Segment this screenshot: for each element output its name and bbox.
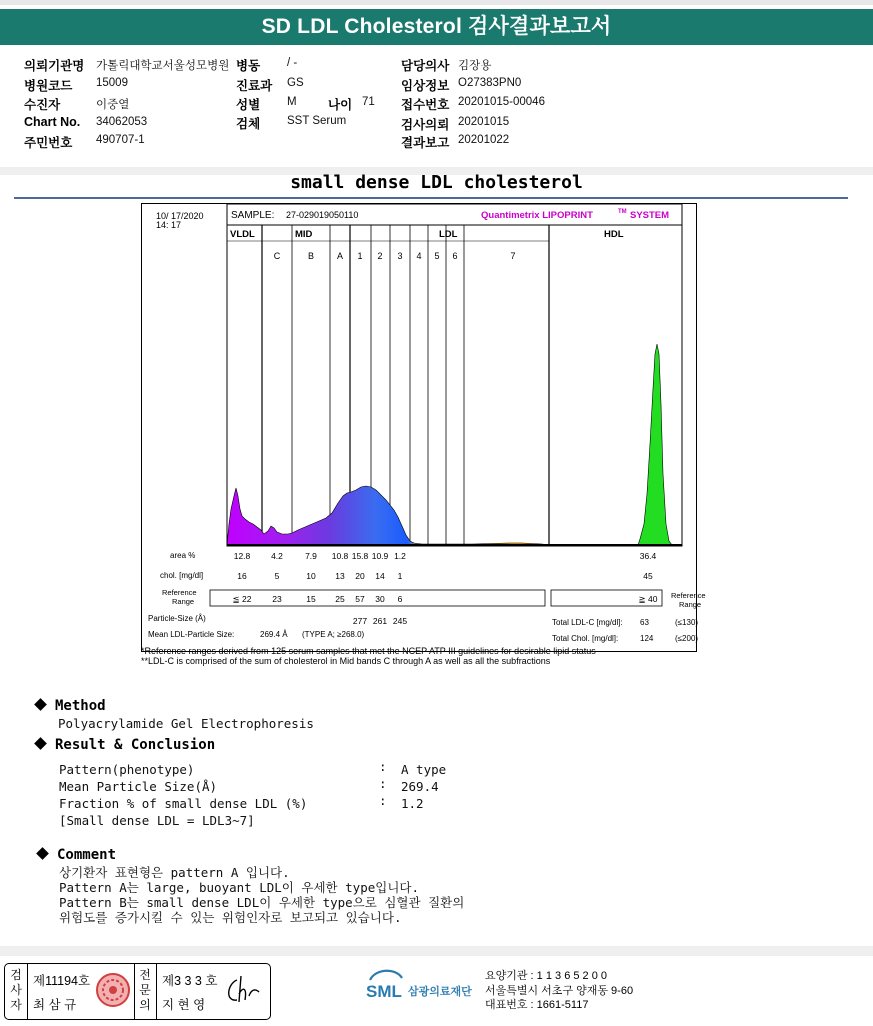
mean-size: 269.4 Å bbox=[260, 630, 288, 639]
chol-value: 16 bbox=[237, 571, 247, 581]
bullet-diamond-icon bbox=[34, 737, 47, 750]
patient-info-panel bbox=[0, 52, 873, 170]
result-row bbox=[59, 759, 559, 779]
particle-size-value: 245 bbox=[392, 616, 408, 626]
bullet-diamond-icon bbox=[36, 847, 49, 860]
result-row-colon: : bbox=[379, 793, 387, 808]
total-ldl-value: 63 bbox=[640, 618, 649, 627]
address: 서울특별시 서초구 양재동 9-60 bbox=[485, 984, 634, 997]
examiner-label-char: 자 bbox=[10, 998, 22, 1012]
hdl-area-value: 36.4 bbox=[639, 551, 657, 561]
method-heading: Method bbox=[55, 698, 106, 714]
area-value: 4.2 bbox=[271, 551, 283, 561]
band-label: 2 bbox=[377, 251, 383, 261]
receipt-label: 접수번호 bbox=[401, 98, 450, 112]
total-chol-label: Total Chol. [mg/dl]: bbox=[552, 634, 619, 643]
area-value: 10.9 bbox=[371, 551, 389, 561]
clinical-label: 임상정보 bbox=[401, 79, 450, 93]
result-row-colon: : bbox=[379, 776, 387, 791]
ssn-value: 490707-1 bbox=[96, 134, 145, 146]
phone: 대표번호 : 1661-5117 bbox=[485, 999, 589, 1011]
row-label-mean: Mean LDL-Particle Size: bbox=[148, 630, 235, 639]
hospcode-label: 병원코드 bbox=[24, 79, 73, 93]
result-row-value: A type bbox=[401, 762, 447, 777]
ref-value: 25 bbox=[335, 594, 345, 604]
official-seal-icon bbox=[95, 972, 131, 1008]
result-row-value: 269.4 bbox=[401, 779, 439, 794]
section-title: small dense LDL cholesterol bbox=[290, 172, 583, 193]
footnote-2: **LDL-C is comprised of the sum of cholesterol in Mid bands C through A as well as all the subfractions bbox=[141, 656, 551, 666]
examiner-label-char: 사 bbox=[10, 983, 22, 997]
comment-heading: Comment bbox=[57, 847, 117, 863]
group-label: LDL bbox=[439, 229, 458, 240]
ward-value: / - bbox=[287, 57, 298, 69]
ref-value: ≦ 22 bbox=[232, 594, 252, 604]
row-label-particle: Particle-Size (Å) bbox=[148, 614, 206, 623]
brand-suffix: SYSTEM bbox=[630, 210, 670, 221]
method-text: Polyacrylamide Gel Electrophoresis bbox=[58, 716, 314, 731]
area-value: 10.8 bbox=[331, 551, 349, 561]
report-value: 20201022 bbox=[458, 134, 510, 146]
band-label: 1 bbox=[357, 251, 363, 261]
row-label-ref1: Reference bbox=[162, 588, 197, 597]
result-row-label: Mean Particle Size(Å) bbox=[59, 779, 218, 794]
doctor-label-char: 의 bbox=[139, 998, 151, 1012]
inst-label: 의뢰기관명 bbox=[24, 59, 85, 73]
doctor-value: 김장용 bbox=[458, 60, 492, 72]
ref-value: 23 bbox=[272, 594, 282, 604]
area-value: 12.8 bbox=[233, 551, 251, 561]
report-title: SD LDL Cholesterol 검사결과보고서 bbox=[261, 15, 612, 38]
institution-code: 요양기관 : 1 1 3 6 5 2 0 0 bbox=[485, 970, 608, 982]
lipoprint-chart bbox=[142, 204, 706, 651]
ref-value: 30 bbox=[375, 594, 385, 604]
chart-label: Chart No. bbox=[24, 115, 81, 129]
ref-value: 6 bbox=[397, 594, 403, 604]
clinical-value: O27383PN0 bbox=[458, 77, 522, 89]
group-label: HDL bbox=[604, 229, 624, 240]
result-note: [Small dense LDL = LDL3~7] bbox=[59, 813, 255, 828]
row-label-ref2: Range bbox=[172, 597, 195, 606]
total-chol-ref: (≤200) bbox=[675, 634, 699, 643]
footnotes bbox=[141, 646, 596, 666]
run-time: 14: 17 bbox=[156, 220, 182, 230]
band-label: 6 bbox=[452, 251, 458, 261]
doctor-label: 담당의사 bbox=[401, 59, 450, 73]
dept-label: 진료과 bbox=[236, 79, 273, 93]
report-header bbox=[0, 9, 873, 45]
total-ldl-label: Total LDL-C [mg/dl]: bbox=[552, 618, 623, 627]
top-strip bbox=[0, 0, 873, 5]
doctor-sign-label bbox=[136, 968, 154, 1013]
band-label: 3 bbox=[397, 251, 403, 261]
examiner-label bbox=[7, 968, 25, 1013]
chol-value: 5 bbox=[274, 571, 280, 581]
chart-value: 34062053 bbox=[96, 116, 148, 128]
logo-text: SML bbox=[366, 982, 402, 1001]
band-label: C bbox=[273, 251, 281, 261]
sex-label: 성별 bbox=[236, 98, 261, 112]
doctor-label-char: 문 bbox=[139, 983, 151, 997]
ssn-label: 주민번호 bbox=[24, 136, 73, 150]
hospcode-value: 15009 bbox=[96, 77, 128, 89]
result-row-label: Pattern(phenotype) bbox=[59, 762, 195, 777]
band-label: 7 bbox=[510, 251, 516, 261]
brand-name: Quantimetrix LIPOPRINT bbox=[481, 210, 593, 221]
area-value: 1.2 bbox=[394, 551, 406, 561]
contact-info bbox=[485, 969, 633, 1013]
chol-value: 20 bbox=[355, 571, 365, 581]
ward-label: 병동 bbox=[236, 59, 261, 73]
result-row-label: Fraction % of small dense LDL (%) bbox=[59, 796, 308, 811]
chol-value: 13 bbox=[335, 571, 345, 581]
method-section bbox=[36, 698, 314, 731]
ref-title2: Range bbox=[679, 600, 702, 609]
examiner-label-char: 검 bbox=[10, 968, 22, 982]
comment-line: 위험도를 증가시킬 수 있는 위험인자로 보고되고 있습니다. bbox=[59, 910, 402, 925]
result-row-colon: : bbox=[379, 759, 387, 774]
org-name: 삼광의료재단 bbox=[408, 986, 472, 998]
ref-value: 15 bbox=[306, 594, 316, 604]
band-label: 5 bbox=[434, 251, 440, 261]
patient-value: 이중열 bbox=[96, 99, 130, 111]
chol-value: 14 bbox=[375, 571, 385, 581]
area-value: 15.8 bbox=[351, 551, 369, 561]
sml-logo-icon bbox=[364, 966, 484, 1006]
specimen-label: 검체 bbox=[236, 117, 261, 131]
report-label: 결과보고 bbox=[401, 136, 450, 150]
patient-label: 수진자 bbox=[24, 98, 61, 112]
hdl-ref-value: ≧ 40 bbox=[638, 594, 658, 604]
band-label: B bbox=[307, 251, 315, 261]
sml-logo bbox=[364, 966, 484, 1010]
bullet-diamond-icon bbox=[34, 698, 47, 711]
band-label: A bbox=[336, 251, 344, 261]
mean-type: (TYPE A; ≥268.0) bbox=[302, 630, 365, 639]
request-label: 검사의뢰 bbox=[401, 118, 450, 132]
inst-value: 가톨릭대학교서울성모병원 bbox=[96, 60, 230, 72]
total-chol-value: 124 bbox=[640, 634, 654, 643]
ref-title1: Reference bbox=[671, 591, 706, 600]
result-row bbox=[59, 776, 559, 796]
group-label: VLDL bbox=[230, 229, 255, 240]
sex-value: M bbox=[287, 96, 297, 108]
result-rows bbox=[59, 759, 559, 813]
brand-tm: TM bbox=[618, 209, 627, 215]
chol-value: 1 bbox=[397, 571, 403, 581]
particle-size-value: 277 bbox=[352, 616, 368, 626]
row-label-chol: chol. [mg/dl] bbox=[160, 571, 204, 580]
footnote-1: *Reference ranges derived from 125 serum samples that met the NCEP ATP III guidelines for desirable lipid status bbox=[141, 646, 596, 656]
row-label-area: area % bbox=[170, 551, 196, 560]
total-ldl-ref: (≤130) bbox=[675, 618, 699, 627]
title-rule bbox=[14, 197, 848, 199]
result-row bbox=[59, 793, 559, 813]
hdl-chol-value: 45 bbox=[643, 571, 653, 581]
receipt-value: 20201015-00046 bbox=[458, 96, 545, 108]
band-label: 4 bbox=[416, 251, 422, 261]
comment-section bbox=[38, 847, 116, 863]
chol-value: 10 bbox=[306, 571, 316, 581]
doctor-name: 지 현 영 bbox=[162, 998, 206, 1012]
age-value: 71 bbox=[362, 96, 375, 108]
doctor-label-char: 전 bbox=[139, 968, 151, 982]
sample-label: SAMPLE: bbox=[231, 210, 275, 221]
specimen-value: SST Serum bbox=[287, 115, 347, 127]
dept-value: GS bbox=[287, 77, 304, 89]
run-date: 10/ 17/2020 bbox=[156, 211, 204, 221]
comment-line: 상기환자 표현형은 pattern A 입니다. bbox=[59, 865, 290, 880]
comment-line: Pattern A는 large, buoyant LDL이 우세한 type입니다. bbox=[59, 880, 419, 895]
result-heading: Result & Conclusion bbox=[55, 737, 216, 753]
ref-value: 57 bbox=[355, 594, 365, 604]
doctor-number: 제3 3 3 호 bbox=[162, 974, 218, 988]
area-value: 7.9 bbox=[305, 551, 317, 561]
examiner-number: 제11194호 bbox=[33, 974, 91, 988]
sample-id: 27-029019050110 bbox=[286, 210, 359, 220]
age-label: 나이 bbox=[328, 98, 353, 112]
handwritten-signature-icon bbox=[223, 974, 263, 1008]
lipoprint-panel bbox=[141, 203, 706, 652]
result-row-value: 1.2 bbox=[401, 796, 424, 811]
particle-size-value: 261 bbox=[372, 616, 388, 626]
footer-divider bbox=[0, 946, 873, 956]
result-section bbox=[36, 737, 215, 753]
signature-box bbox=[4, 963, 271, 1020]
lipoprotein-curve bbox=[227, 486, 549, 545]
comment-body bbox=[59, 865, 464, 925]
group-label: MID bbox=[295, 229, 313, 240]
comment-line: Pattern B는 small dense LDL이 우세한 type으로 심혈관 질환의 bbox=[59, 895, 465, 910]
hdl-peak bbox=[638, 344, 672, 545]
examiner-name: 최 삼 규 bbox=[33, 998, 77, 1012]
request-value: 20201015 bbox=[458, 116, 510, 128]
